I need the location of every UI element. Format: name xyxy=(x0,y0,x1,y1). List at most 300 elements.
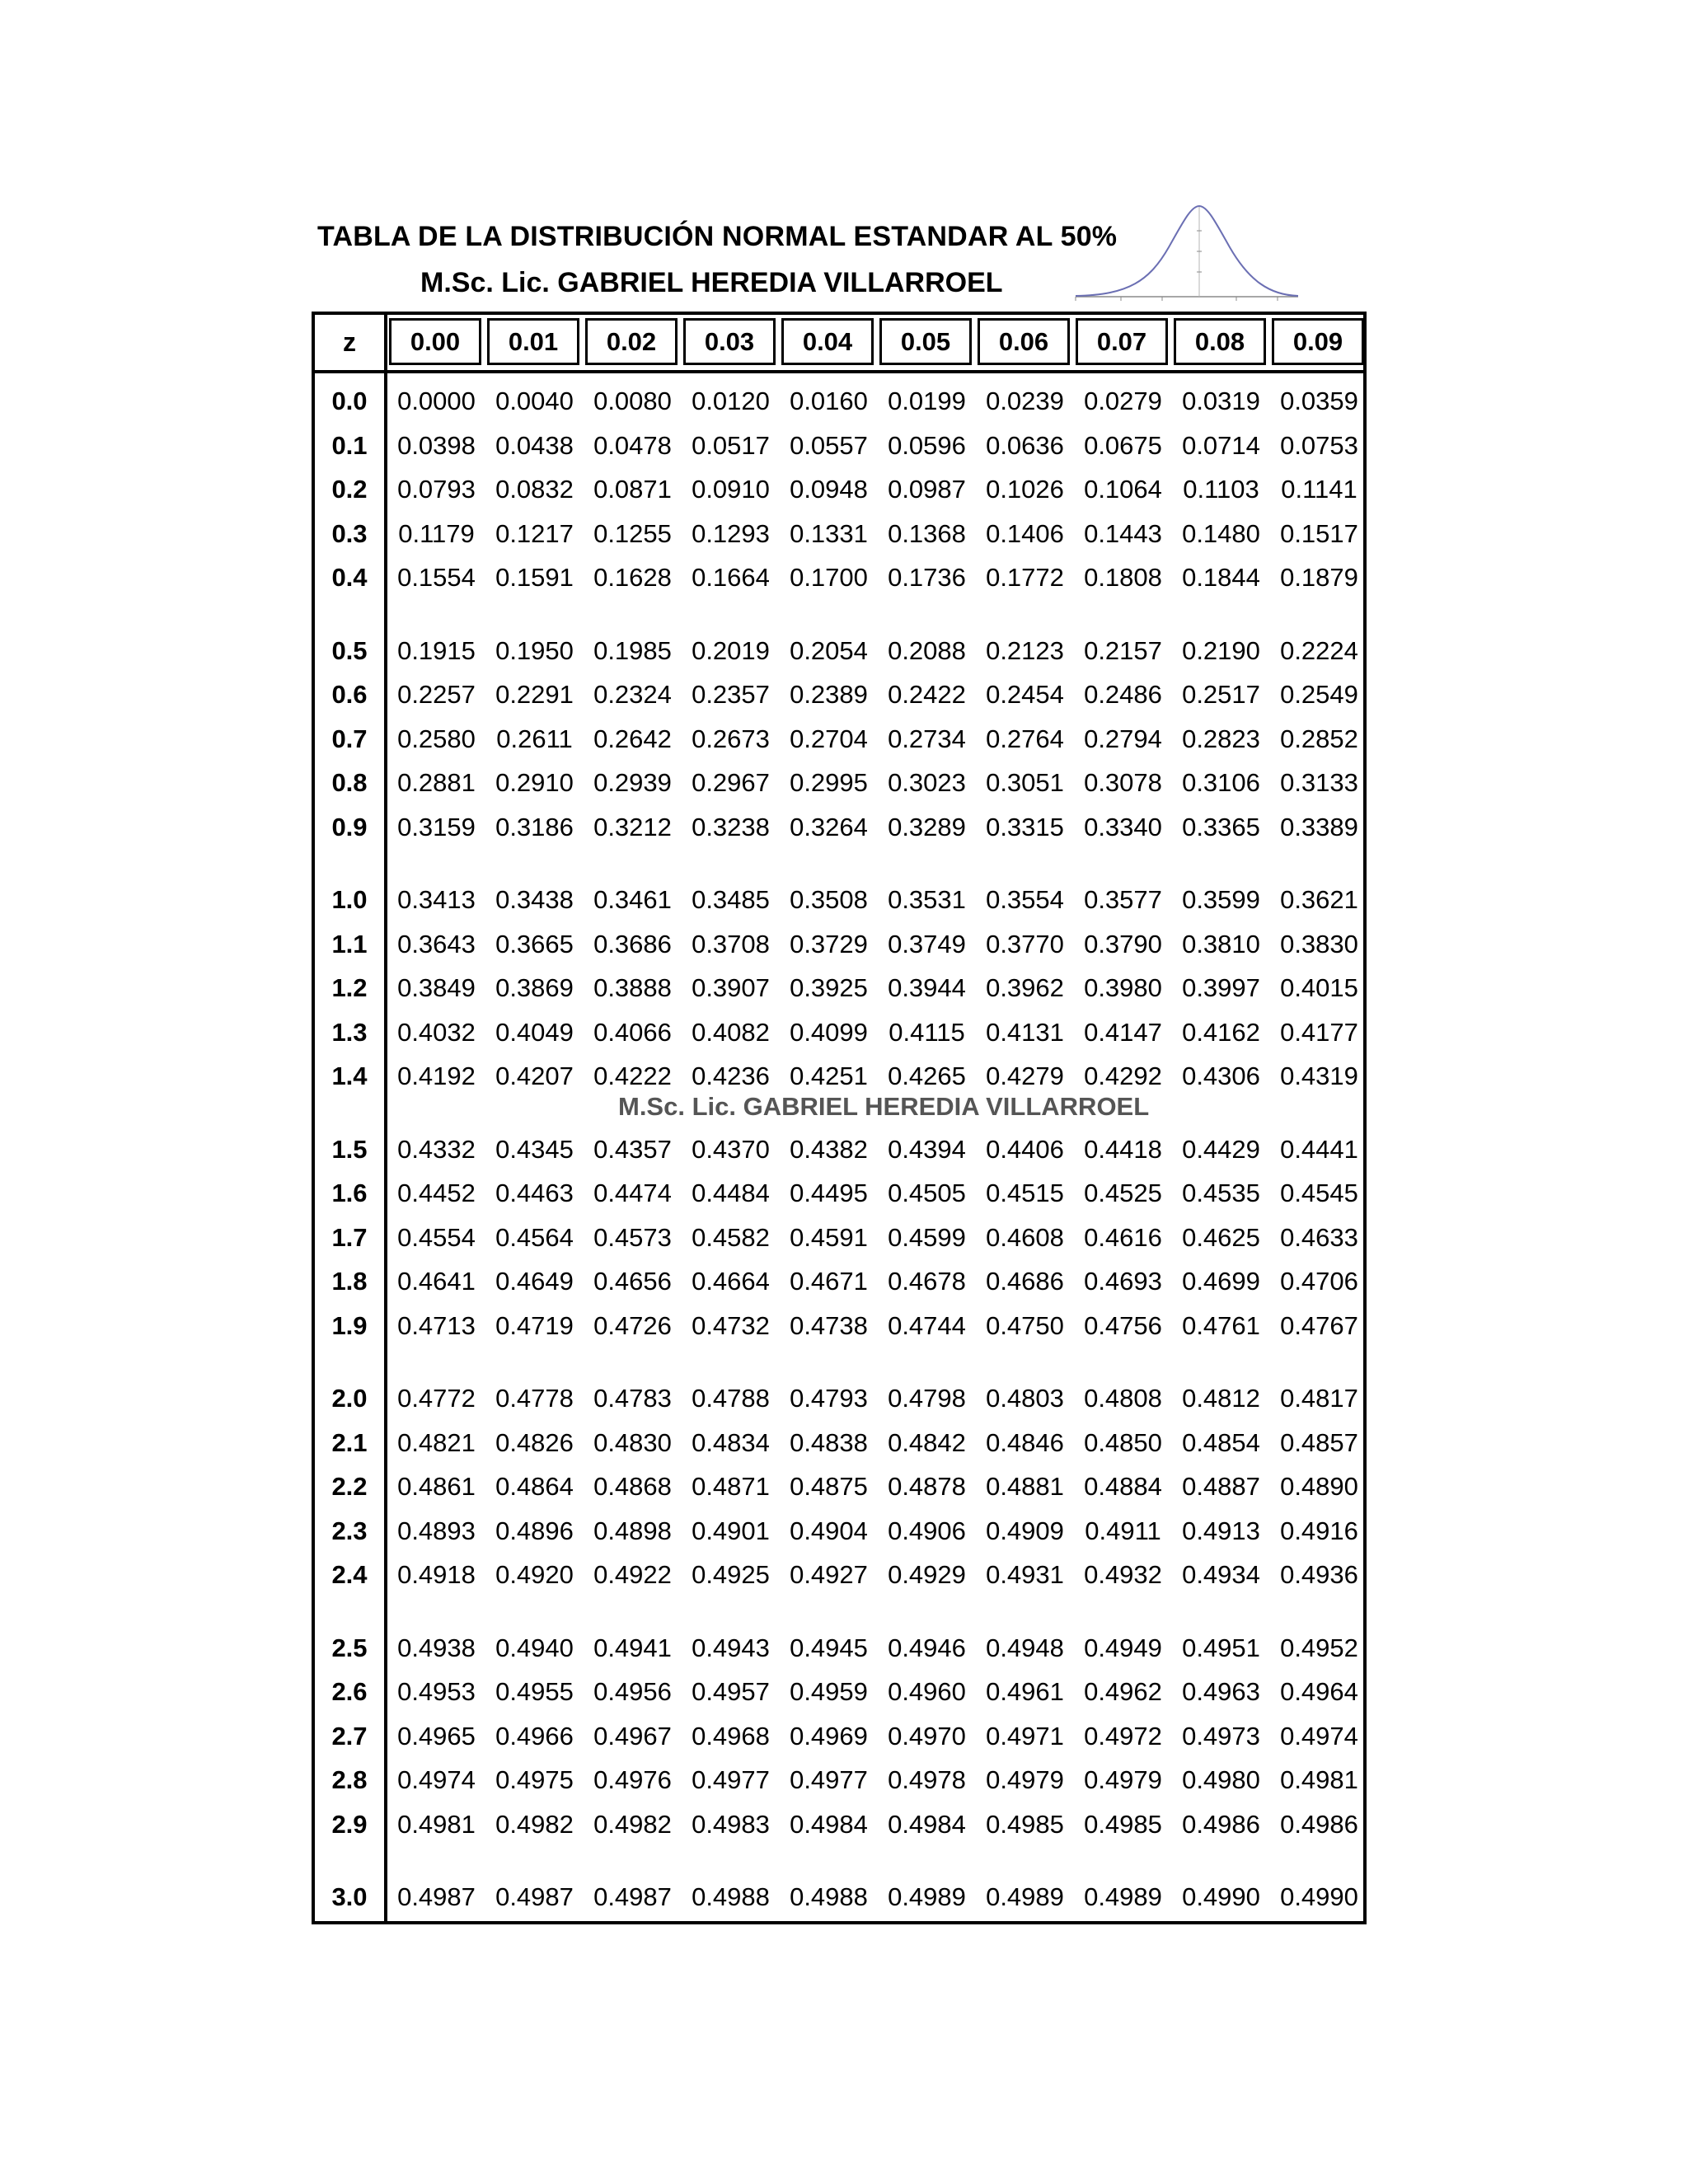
column-header: 0.00 xyxy=(389,318,481,365)
table-cell: 0.4783 xyxy=(593,1384,672,1413)
table-cell: 0.4982 xyxy=(495,1809,574,1839)
table-cell: 0.3159 xyxy=(397,812,476,841)
table-cell: 0.4484 xyxy=(692,1179,770,1207)
table-cell: 0.4988 xyxy=(790,1882,868,1911)
table-cell: 0.2054 xyxy=(790,635,868,665)
table-row xyxy=(315,1422,1363,1464)
table-cell: 0.3962 xyxy=(986,973,1064,1002)
table-row xyxy=(315,1012,1363,1053)
table-row xyxy=(315,674,1363,715)
table-cell: 0.4857 xyxy=(1280,1427,1358,1457)
table-cell: 0.1331 xyxy=(790,518,868,548)
table-cell: 0.0160 xyxy=(790,387,868,415)
table-cell: 0.1255 xyxy=(593,518,672,548)
table-cell: 0.4940 xyxy=(495,1633,574,1662)
table-cell: 0.0557 xyxy=(790,430,868,460)
table-cell: 0.2088 xyxy=(888,635,966,665)
table-cell: 0.4345 xyxy=(495,1134,574,1164)
table-cell: 0.1915 xyxy=(397,635,476,665)
column-header: 0.01 xyxy=(487,318,579,365)
table-cell: 0.4984 xyxy=(790,1809,868,1839)
z-value: 2.1 xyxy=(331,1427,368,1457)
table-cell: 0.4890 xyxy=(1280,1472,1358,1501)
table-cell: 0.4945 xyxy=(790,1633,868,1662)
table-cell: 0.4641 xyxy=(397,1267,476,1296)
column-header: 0.05 xyxy=(879,318,972,365)
table-row xyxy=(315,1466,1363,1507)
table-cell: 0.0832 xyxy=(495,475,574,504)
table-cell: 0.3340 xyxy=(1084,812,1162,841)
table-cell: 0.4896 xyxy=(495,1516,574,1545)
table-row xyxy=(315,1716,1363,1757)
table-cell: 0.4505 xyxy=(888,1179,966,1207)
table-cell: 0.3830 xyxy=(1280,929,1358,958)
column-header: 0.08 xyxy=(1174,318,1266,365)
table-cell: 0.4957 xyxy=(692,1677,770,1706)
table-cell: 0.2454 xyxy=(986,680,1064,709)
table-cell: 0.4887 xyxy=(1182,1472,1260,1501)
table-cell: 0.3599 xyxy=(1182,885,1260,914)
table-cell: 0.4929 xyxy=(888,1560,966,1589)
z-value: 2.4 xyxy=(331,1560,368,1589)
table-row xyxy=(315,425,1363,466)
table-cell: 0.4981 xyxy=(397,1809,476,1839)
author-subtitle: M.Sc. Lic. GABRIEL HEREDIA VILLARROEL xyxy=(420,267,1003,298)
table-cell: 0.1554 xyxy=(397,563,476,592)
table-cell: 0.4573 xyxy=(593,1222,672,1252)
table-cell: 0.3554 xyxy=(986,885,1064,914)
table-cell: 0.4990 xyxy=(1182,1882,1260,1911)
z-value: 0.3 xyxy=(331,518,368,548)
table-cell: 0.4441 xyxy=(1280,1134,1358,1164)
table-cell: 0.4131 xyxy=(986,1017,1064,1047)
table-cell: 0.4803 xyxy=(986,1384,1064,1413)
table-cell: 0.1879 xyxy=(1280,563,1358,592)
z-value: 1.2 xyxy=(331,973,368,1002)
table-row xyxy=(315,1671,1363,1713)
table-cell: 0.0000 xyxy=(397,387,476,415)
table-cell: 0.3869 xyxy=(495,973,574,1002)
z-value: 2.0 xyxy=(331,1384,368,1413)
table-cell: 0.4726 xyxy=(593,1310,672,1340)
z-value: 0.9 xyxy=(331,812,368,841)
table-cell: 0.4974 xyxy=(397,1765,476,1794)
z-value: 1.8 xyxy=(331,1267,368,1296)
table-cell: 0.0398 xyxy=(397,430,476,460)
table-cell: 0.4788 xyxy=(692,1384,770,1413)
table-cell: 0.1664 xyxy=(692,563,770,592)
table-row xyxy=(315,381,1363,422)
table-cell: 0.4808 xyxy=(1084,1384,1162,1413)
z-value: 2.8 xyxy=(331,1765,368,1794)
table-cell: 0.4664 xyxy=(692,1267,770,1296)
table-cell: 0.4955 xyxy=(495,1677,574,1706)
table-cell: 0.3577 xyxy=(1084,885,1162,914)
table-cell: 0.3749 xyxy=(888,929,966,958)
table-cell: 0.3888 xyxy=(593,973,672,1002)
table-row xyxy=(315,1129,1363,1170)
table-cell: 0.4951 xyxy=(1182,1633,1260,1662)
table-cell: 0.4967 xyxy=(593,1721,672,1750)
table-cell: 0.1103 xyxy=(1183,475,1259,504)
table-cell: 0.4525 xyxy=(1084,1179,1162,1207)
table-cell: 0.0753 xyxy=(1280,430,1358,460)
table-cell: 0.4778 xyxy=(495,1384,574,1413)
table-cell: 0.4987 xyxy=(397,1882,476,1911)
table-cell: 0.2190 xyxy=(1182,635,1260,665)
z-value: 2.9 xyxy=(331,1809,368,1839)
table-cell: 0.4871 xyxy=(692,1472,770,1501)
table-cell: 0.3686 xyxy=(593,929,672,958)
table-cell: 0.0319 xyxy=(1182,387,1260,415)
table-cell: 0.1985 xyxy=(593,635,672,665)
table-row xyxy=(315,924,1363,965)
table-cell: 0.0948 xyxy=(790,475,868,504)
table-cell: 0.4990 xyxy=(1280,1882,1358,1911)
table-cell: 0.0199 xyxy=(888,387,966,415)
table-cell: 0.1628 xyxy=(593,563,672,592)
table-row xyxy=(315,1173,1363,1214)
table-cell: 0.4918 xyxy=(397,1560,476,1589)
table-cell: 0.0517 xyxy=(692,430,770,460)
table-cell: 0.4968 xyxy=(692,1721,770,1750)
table-cell: 0.1844 xyxy=(1182,563,1260,592)
table-cell: 0.4960 xyxy=(888,1677,966,1706)
table-row xyxy=(315,1305,1363,1347)
table-cell: 0.3621 xyxy=(1280,885,1358,914)
table-cell: 0.0596 xyxy=(888,430,966,460)
table-cell: 0.2852 xyxy=(1280,724,1358,753)
table-cell: 0.4893 xyxy=(397,1516,476,1545)
table-row xyxy=(315,762,1363,804)
table-cell: 0.4608 xyxy=(986,1222,1064,1252)
table-cell: 0.4977 xyxy=(692,1765,770,1794)
table-cell: 0.2257 xyxy=(397,680,476,709)
table-cell: 0.1950 xyxy=(495,635,574,665)
table-cell: 0.0910 xyxy=(692,475,770,504)
table-cell: 0.1808 xyxy=(1084,563,1162,592)
table-cell: 0.3238 xyxy=(692,812,770,841)
table-row xyxy=(315,1261,1363,1302)
table-cell: 0.4750 xyxy=(986,1310,1064,1340)
table-cell: 0.0636 xyxy=(986,430,1064,460)
table-cell: 0.0675 xyxy=(1084,430,1162,460)
table-row xyxy=(315,1554,1363,1596)
table-cell: 0.4699 xyxy=(1182,1267,1260,1296)
table-cell: 0.4357 xyxy=(593,1134,672,1164)
table-cell: 0.3485 xyxy=(692,885,770,914)
table-cell: 0.4177 xyxy=(1280,1017,1358,1047)
table-cell: 0.3907 xyxy=(692,973,770,1002)
table-cell: 0.3389 xyxy=(1280,812,1358,841)
table-row xyxy=(315,1628,1363,1669)
z-value: 1.3 xyxy=(331,1017,368,1047)
table-cell: 0.1443 xyxy=(1084,518,1162,548)
table-cell: 0.4616 xyxy=(1084,1222,1162,1252)
z-value: 0.6 xyxy=(331,680,368,709)
table-cell: 0.4192 xyxy=(397,1062,476,1090)
table-row xyxy=(315,968,1363,1009)
table-cell: 0.4463 xyxy=(495,1179,574,1207)
table-cell: 0.1368 xyxy=(888,518,966,548)
table-cell: 0.4913 xyxy=(1182,1516,1260,1545)
table-cell: 0.4830 xyxy=(593,1427,672,1457)
normal-curve-icon xyxy=(1071,198,1302,309)
table-cell: 0.4306 xyxy=(1182,1062,1260,1090)
table-cell: 0.2324 xyxy=(593,680,672,709)
table-cell: 0.4686 xyxy=(986,1267,1064,1296)
z-value: 2.7 xyxy=(331,1721,368,1750)
table-cell: 0.3264 xyxy=(790,812,868,841)
table-cell: 0.4049 xyxy=(495,1017,574,1047)
table-cell: 0.1700 xyxy=(790,563,868,592)
table-row xyxy=(315,1877,1363,1918)
table-cell: 0.3925 xyxy=(790,973,868,1002)
table-cell: 0.4970 xyxy=(888,1721,966,1750)
table-cell: 0.4956 xyxy=(593,1677,672,1706)
table-cell: 0.4983 xyxy=(692,1809,770,1839)
table-cell: 0.4884 xyxy=(1084,1472,1162,1501)
table-cell: 0.2486 xyxy=(1084,680,1162,709)
z-value: 0.7 xyxy=(331,724,368,753)
table-cell: 0.4973 xyxy=(1182,1721,1260,1750)
z-value: 0.1 xyxy=(331,430,368,460)
table-cell: 0.0080 xyxy=(593,387,672,415)
z-value: 2.5 xyxy=(331,1633,368,1662)
table-cell: 0.2422 xyxy=(888,680,966,709)
table-cell: 0.4962 xyxy=(1084,1677,1162,1706)
table-cell: 0.4370 xyxy=(692,1134,770,1164)
z-value: 2.3 xyxy=(331,1516,368,1545)
watermark-author: M.Sc. Lic. GABRIEL HEREDIA VILLARROEL xyxy=(618,1092,1150,1121)
table-cell: 0.0987 xyxy=(888,475,966,504)
table-row xyxy=(315,1760,1363,1801)
table-cell: 0.0714 xyxy=(1182,430,1260,460)
table-cell: 0.3106 xyxy=(1182,768,1260,797)
z-value: 2.6 xyxy=(331,1677,368,1706)
table-cell: 0.4633 xyxy=(1280,1222,1358,1252)
table-cell: 0.4115 xyxy=(889,1017,965,1047)
column-header: 0.03 xyxy=(683,318,776,365)
table-cell: 0.1591 xyxy=(495,563,574,592)
table-cell: 0.2967 xyxy=(692,768,770,797)
table-cell: 0.0040 xyxy=(495,387,574,415)
table-cell: 0.4972 xyxy=(1084,1721,1162,1750)
table-cell: 0.4394 xyxy=(888,1134,966,1164)
table-cell: 0.2291 xyxy=(495,680,574,709)
table-cell: 0.4861 xyxy=(397,1472,476,1501)
table-cell: 0.2611 xyxy=(496,724,573,753)
table-row xyxy=(315,1378,1363,1419)
table-cell: 0.4842 xyxy=(888,1427,966,1457)
table-cell: 0.4515 xyxy=(986,1179,1064,1207)
table-cell: 0.4292 xyxy=(1084,1062,1162,1090)
table-cell: 0.4989 xyxy=(888,1882,966,1911)
table-cell: 0.4985 xyxy=(986,1809,1064,1839)
table-cell: 0.4965 xyxy=(397,1721,476,1750)
table-row xyxy=(315,719,1363,760)
table-cell: 0.0359 xyxy=(1280,387,1358,415)
table-cell: 0.3643 xyxy=(397,929,476,958)
table-cell: 0.2224 xyxy=(1280,635,1358,665)
table-cell: 0.4649 xyxy=(495,1267,574,1296)
table-cell: 0.1141 xyxy=(1281,475,1357,504)
table-cell: 0.4854 xyxy=(1182,1427,1260,1457)
table-cell: 0.4949 xyxy=(1084,1633,1162,1662)
table-row xyxy=(315,630,1363,672)
table-row xyxy=(315,1804,1363,1845)
table-cell: 0.4761 xyxy=(1182,1310,1260,1340)
table-cell: 0.4265 xyxy=(888,1062,966,1090)
table-cell: 0.4985 xyxy=(1084,1809,1162,1839)
table-cell: 0.4678 xyxy=(888,1267,966,1296)
table-cell: 0.0279 xyxy=(1084,387,1162,415)
table-cell: 0.4989 xyxy=(986,1882,1064,1911)
z-value: 3.0 xyxy=(331,1882,368,1911)
table-cell: 0.4988 xyxy=(692,1882,770,1911)
table-cell: 0.4032 xyxy=(397,1017,476,1047)
table-cell: 0.4946 xyxy=(888,1633,966,1662)
table-cell: 0.3997 xyxy=(1182,973,1260,1002)
table-cell: 0.1406 xyxy=(986,518,1064,548)
table-cell: 0.4821 xyxy=(397,1427,476,1457)
table-cell: 0.4963 xyxy=(1182,1677,1260,1706)
table-cell: 0.4875 xyxy=(790,1472,868,1501)
table-cell: 0.4452 xyxy=(397,1179,476,1207)
z-column-header: z xyxy=(343,327,356,357)
table-cell: 0.4082 xyxy=(692,1017,770,1047)
table-cell: 0.4986 xyxy=(1280,1809,1358,1839)
z-value: 0.4 xyxy=(331,563,368,592)
table-cell: 0.4898 xyxy=(593,1516,672,1545)
table-cell: 0.2939 xyxy=(593,768,672,797)
table-cell: 0.4793 xyxy=(790,1384,868,1413)
table-cell: 0.4881 xyxy=(986,1472,1064,1501)
table-cell: 0.3023 xyxy=(888,768,966,797)
table-cell: 0.4981 xyxy=(1280,1765,1358,1794)
table-cell: 0.4925 xyxy=(692,1560,770,1589)
table-cell: 0.4931 xyxy=(986,1560,1064,1589)
table-cell: 0.3944 xyxy=(888,973,966,1002)
table-cell: 0.3289 xyxy=(888,812,966,841)
table-cell: 0.3186 xyxy=(495,812,574,841)
table-cell: 0.4554 xyxy=(397,1222,476,1252)
table-cell: 0.4901 xyxy=(692,1516,770,1545)
table-cell: 0.4767 xyxy=(1280,1310,1358,1340)
z-value: 0.0 xyxy=(331,387,368,415)
table-cell: 0.4978 xyxy=(888,1765,966,1794)
table-cell: 0.2704 xyxy=(790,724,868,753)
table-row xyxy=(315,469,1363,510)
table-cell: 0.4969 xyxy=(790,1721,868,1750)
table-cell: 0.3133 xyxy=(1280,768,1358,797)
table-cell: 0.4977 xyxy=(790,1765,868,1794)
table-cell: 0.4989 xyxy=(1084,1882,1162,1911)
table-cell: 0.4927 xyxy=(790,1560,868,1589)
table-cell: 0.4984 xyxy=(888,1809,966,1839)
table-cell: 0.2357 xyxy=(692,680,770,709)
table-cell: 0.4987 xyxy=(495,1882,574,1911)
table-cell: 0.4838 xyxy=(790,1427,868,1457)
table-cell: 0.4798 xyxy=(888,1384,966,1413)
table-cell: 0.4938 xyxy=(397,1633,476,1662)
column-header: 0.06 xyxy=(978,318,1070,365)
table-cell: 0.1293 xyxy=(692,518,770,548)
table-cell: 0.4976 xyxy=(593,1765,672,1794)
table-cell: 0.3531 xyxy=(888,885,966,914)
table-cell: 0.4868 xyxy=(593,1472,672,1501)
table-cell: 0.4693 xyxy=(1084,1267,1162,1296)
table-cell: 0.4474 xyxy=(593,1179,672,1207)
table-cell: 0.4982 xyxy=(593,1809,672,1839)
table-cell: 0.4817 xyxy=(1280,1384,1358,1413)
table-cell: 0.4599 xyxy=(888,1222,966,1252)
table-cell: 0.1736 xyxy=(888,563,966,592)
table-cell: 0.4971 xyxy=(986,1721,1064,1750)
table-cell: 0.0438 xyxy=(495,430,574,460)
table-cell: 0.4545 xyxy=(1280,1179,1358,1207)
z-value: 0.2 xyxy=(331,475,368,504)
table-cell: 0.3438 xyxy=(495,885,574,914)
table-cell: 0.0239 xyxy=(986,387,1064,415)
z-value: 0.8 xyxy=(331,768,368,797)
table-cell: 0.4207 xyxy=(495,1062,574,1090)
table-cell: 0.4943 xyxy=(692,1633,770,1662)
table-cell: 0.4932 xyxy=(1084,1560,1162,1589)
table-cell: 0.3665 xyxy=(495,929,574,958)
z-value: 1.9 xyxy=(331,1310,368,1340)
table-row xyxy=(315,513,1363,555)
table-cell: 0.0793 xyxy=(397,475,476,504)
table-cell: 0.1517 xyxy=(1280,518,1358,548)
table-cell: 0.4936 xyxy=(1280,1560,1358,1589)
table-cell: 0.3078 xyxy=(1084,768,1162,797)
table-cell: 0.4236 xyxy=(692,1062,770,1090)
table-cell: 0.4986 xyxy=(1182,1809,1260,1839)
table-cell: 0.4162 xyxy=(1182,1017,1260,1047)
table-row xyxy=(315,1056,1363,1097)
table-row xyxy=(315,1511,1363,1552)
table-cell: 0.0871 xyxy=(593,475,672,504)
table-cell: 0.4964 xyxy=(1280,1677,1358,1706)
table-cell: 0.2123 xyxy=(986,635,1064,665)
z-value: 0.5 xyxy=(331,635,368,665)
table-cell: 0.2823 xyxy=(1182,724,1260,753)
table-cell: 0.4429 xyxy=(1182,1134,1260,1164)
table-cell: 0.4922 xyxy=(593,1560,672,1589)
column-header: 0.07 xyxy=(1076,318,1168,365)
table-cell: 0.4911 xyxy=(1085,1516,1161,1545)
z-value: 1.4 xyxy=(331,1062,368,1090)
table-cell: 0.2734 xyxy=(888,724,966,753)
table-cell: 0.4966 xyxy=(495,1721,574,1750)
table-cell: 0.2794 xyxy=(1084,724,1162,753)
table-cell: 0.4015 xyxy=(1280,973,1358,1002)
table-cell: 0.2764 xyxy=(986,724,1064,753)
page-title: TABLA DE LA DISTRIBUCIÓN NORMAL ESTANDAR AL 50% xyxy=(317,221,1118,252)
table-cell: 0.4535 xyxy=(1182,1179,1260,1207)
table-cell: 0.4987 xyxy=(593,1882,672,1911)
table-cell: 0.3980 xyxy=(1084,973,1162,1002)
table-cell: 0.3413 xyxy=(397,885,476,914)
column-header: 0.04 xyxy=(781,318,874,365)
table-cell: 0.4979 xyxy=(1084,1765,1162,1794)
table-cell: 0.4382 xyxy=(790,1134,868,1164)
z-value: 1.7 xyxy=(331,1222,368,1252)
table-cell: 0.4916 xyxy=(1280,1516,1358,1545)
table-cell: 0.4920 xyxy=(495,1560,574,1589)
table-row xyxy=(315,879,1363,921)
